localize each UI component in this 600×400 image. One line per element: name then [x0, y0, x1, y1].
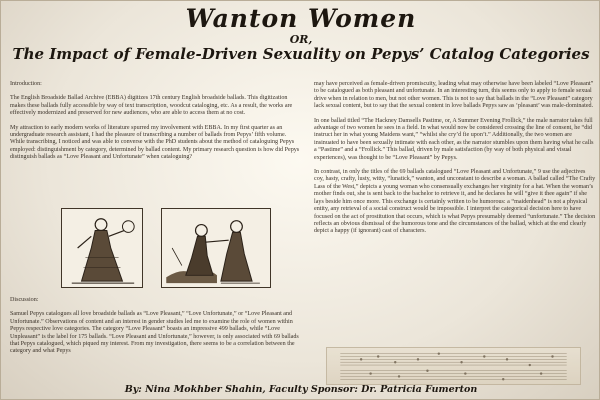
right-paragraph-2: In one ballad titled “The Hackney Damsells Pastime, or, A Summer Evening Frollick,” the male narrator takes full advantage of two women he sees in a field. In what would now be considered crossing the line of consent, he “did instruct her in what young Maidens want,” “whilst she cry’d fie upon’t.” Additionally, the two women are insinuated to have been sexually intimate with each other, as the narrator stumbles upon them having what he calls a “Pastime” and a “Frollick.” This ballad, driven by male satisfaction (by way of both physical and visual experiences), was thought to be “Love Pleasant” by Pepys.: [314, 117, 594, 161]
poster-subtitle: The Impact of Female-Driven Sexuality on Pepys’ Catalog Categories: [12, 45, 590, 63]
poster-or: OR,: [289, 33, 313, 46]
left-column: [10, 81, 300, 169]
poster-title: Wanton Women: [185, 4, 417, 33]
intro-paragraph-1: The English Broadside Ballad Archive (EBBA) digitizes 17th century English broadside ballads. This digitization makes these ballads fully accessible by way of text transcription, woodcut cataloging, etc. As a result, the works are effectively modernized and preserved for new audiences, who are able to access them at no cost.: [10, 95, 293, 117]
discussion-paragraph: Samuel Pepys catalogues all love broadside ballads as “Love Pleasant,” “Love Unfortunate,” or “Love Pleasant and Unfortunate.” Observations of content and an interest in gender studies led me to examine the role of women within Pepys respective love categories. The category “Love Pleasant” boasts an impressive 499 ballads, while “Love Unpleasant” is the label for 175 ballads. “Love Pleasant and Unfortunate,” however, is only associated with 69 ballads that Pepys catalogued, which piqued my interest. From my investigation, there seems to be a correlation between the category and what Pepys: [10, 311, 299, 355]
woodcut-images: [61, 208, 271, 288]
discussion-section: [10, 297, 300, 363]
sheet-music-image: [326, 347, 581, 385]
woodcut-couple-image: [161, 208, 271, 288]
right-paragraph-1: may have perceived as female-driven promiscuity, leading what may otherwise have been labeled “Love Pleasant” to be catalogued as both pleasant and unfortunate. In an interesting turn, this seems only to apply to female sexual drive when in relation to men, but not other women. This is not to say that ballads in the “Love Pleasant” category lack sexual content, but to say that the sexual content in love ballads Pepys saw as ‘pleasant’ was male-dominated.: [314, 81, 594, 110]
discussion-heading: Discussion:: [10, 297, 39, 303]
right-paragraph-3: In contrast, in only the titles of the 69 ballads catalogued “Love Pleasant and Unfortunate,” 9 use the adjectives coy, hasty, crafty, lusty, witty, “lunatick,” wanton, and unconstant to describe a woman. A ballad called “The Crafty Lass of the West,” depicts a young woman who consensually exchanges her virginity for a hat. When the woman’s mother finds out, she is sent back to the bachelor to retrieve it, and he declares he will “give it thee again” if she lays beside him once more. This exchange is certainly written to be humorous: a “maidenhead” is not a physical entity, any retrieval of a social construct would be impossible. I interpret the categorical decision here to have focused on the act of prostitution that occurs, which is what Pepys presumably deemed “unfortunate.” The decision reflects an obvious dismissal of the humorous tone and the circumstances of the ballad, which at the end clearly depict a happy (if ignorant) cast of characters.: [314, 169, 596, 235]
intro-heading: Introduction:: [10, 81, 42, 87]
right-column: [314, 81, 596, 243]
intro-paragraph-2: My attraction to early modern works of literature spurred my involvement with EBBA. In my first quarter as an undergraduate research assistant, I had the pleasure of transcribing a number of ballads from Pepys’ fifth volume. While transcribing, I noticed and was able to converse with the PhD students about the method of cataloguing Pepys employed: distinguishment by category, determined by ballad content. My primary research question is how did Pepys distinguish ballads as “Love Pleasant and Unfortunate” when cataloguing?: [10, 124, 300, 161]
woodcut-woman-image: [61, 208, 143, 288]
poster-footer: By: Nina Mokhber Shahin, Faculty Sponsor: Dr. Patricia Fumerton: [124, 384, 478, 395]
